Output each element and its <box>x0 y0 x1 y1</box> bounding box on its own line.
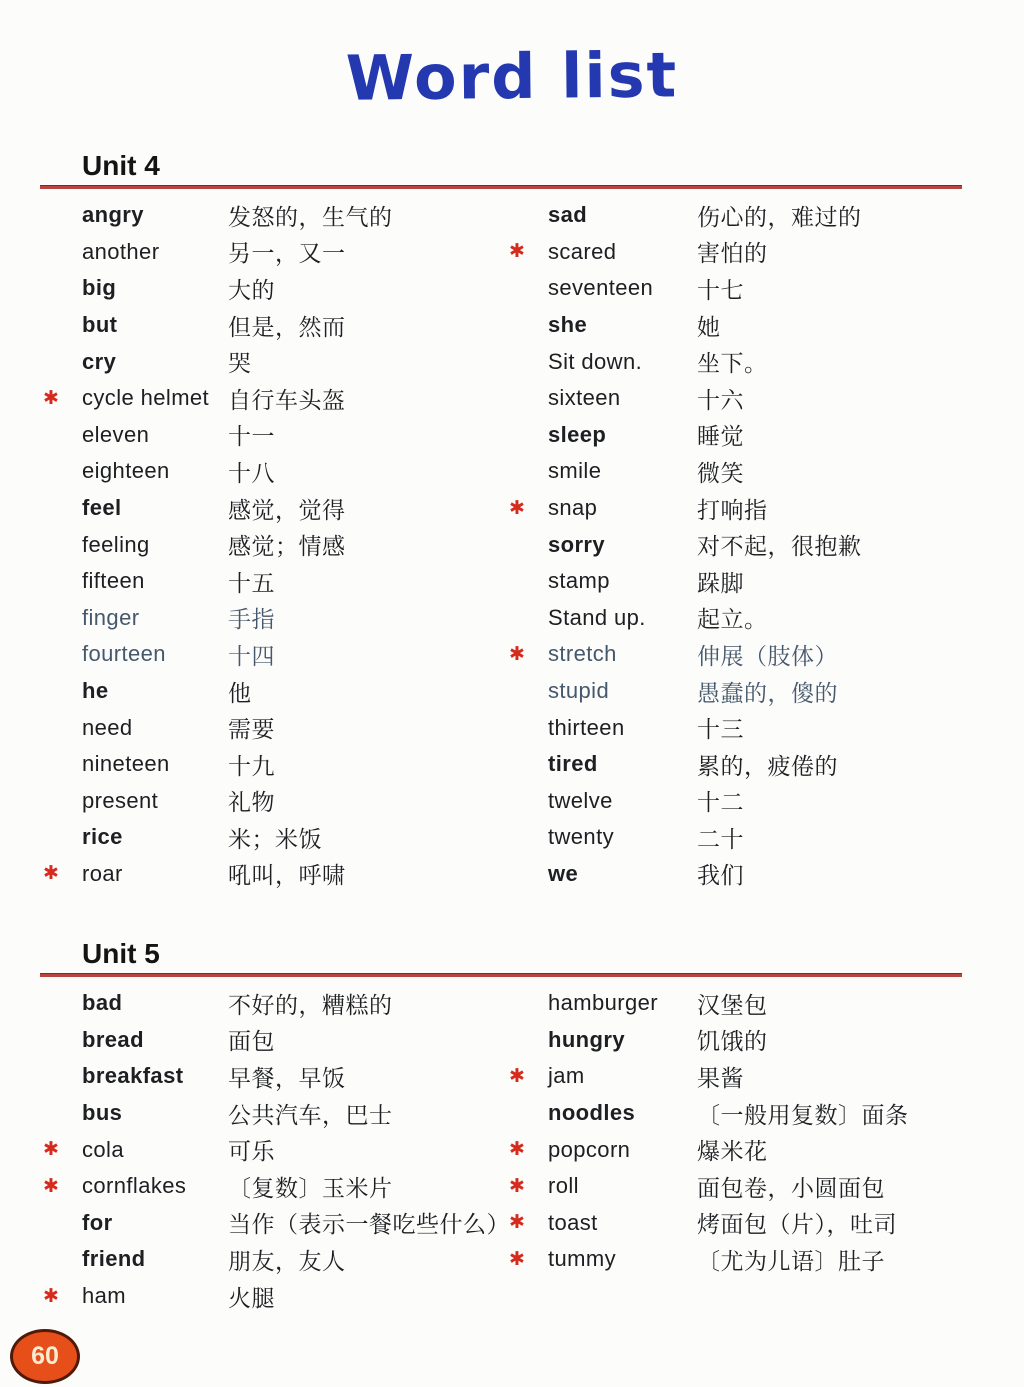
chinese-translation: 但是，然而 <box>228 313 346 340</box>
unit-4-divider <box>40 185 962 189</box>
chinese-translation: 面包 <box>228 1028 275 1055</box>
chinese-translation: 吼叫，呼啸 <box>228 862 346 889</box>
chinese-translation: 我们 <box>697 862 744 889</box>
star-icon: ✱ <box>43 1285 59 1307</box>
word-row <box>506 307 962 344</box>
word-row <box>40 307 506 344</box>
word-row <box>40 526 506 563</box>
word-row <box>40 985 506 1022</box>
english-word: cola <box>82 1136 124 1162</box>
english-word: we <box>548 860 579 886</box>
word-row <box>506 819 962 856</box>
chinese-translation: 烤面包（片），吐司 <box>697 1211 897 1238</box>
word-row <box>40 1058 506 1095</box>
english-word: sixteen <box>548 385 621 411</box>
chinese-translation: 打响指 <box>697 496 768 523</box>
chinese-translation: 果酱 <box>697 1064 744 1091</box>
star-icon: ✱ <box>43 1175 59 1197</box>
chinese-translation: 早餐，早饭 <box>228 1064 346 1091</box>
chinese-translation: 十五 <box>228 569 275 596</box>
english-word: he <box>82 678 109 704</box>
star-icon: ✱ <box>43 863 59 885</box>
word-row <box>40 1131 506 1168</box>
english-word: roar <box>82 860 123 886</box>
unit-4-right-column <box>506 197 962 892</box>
english-word: bread <box>82 1026 144 1052</box>
chinese-translation: 害怕的 <box>697 240 768 267</box>
english-word: fourteen <box>82 641 166 667</box>
unit-4-section <box>40 151 962 892</box>
word-row <box>506 673 962 710</box>
word-row <box>40 783 506 820</box>
word-row <box>40 856 506 893</box>
chinese-translation: 朋友，友人 <box>228 1247 346 1274</box>
english-word: Sit down. <box>548 348 643 374</box>
english-word: big <box>82 275 117 301</box>
word-row <box>506 1241 962 1278</box>
star-icon: ✱ <box>509 1065 525 1087</box>
chinese-translation: 十九 <box>228 752 275 779</box>
word-row <box>40 490 506 527</box>
english-word: sleep <box>548 421 607 447</box>
unit-5-right-column <box>506 985 962 1314</box>
english-word: stupid <box>548 678 610 704</box>
word-row <box>506 1058 962 1095</box>
english-word: another <box>82 238 160 264</box>
chinese-translation: 需要 <box>228 716 275 743</box>
word-row <box>506 234 962 271</box>
word-row <box>40 270 506 307</box>
word-row <box>506 343 962 380</box>
english-word: cornflakes <box>82 1173 187 1199</box>
chinese-translation: 感觉；情感 <box>228 533 346 560</box>
chinese-translation: 〔一般用复数〕面条 <box>697 1101 909 1128</box>
chinese-translation: 米；米饭 <box>228 825 322 852</box>
word-row <box>506 709 962 746</box>
word-row <box>40 1278 506 1315</box>
word-row <box>506 563 962 600</box>
unit-4-left-column <box>40 197 506 892</box>
word-row <box>40 1205 510 1242</box>
english-word: she <box>548 312 588 338</box>
word-row <box>40 819 506 856</box>
english-word: toast <box>548 1209 598 1235</box>
page-number-badge: 60 <box>10 1329 80 1384</box>
english-word: bus <box>82 1100 123 1126</box>
english-word: stamp <box>548 568 610 594</box>
word-row <box>506 1095 962 1132</box>
word-row <box>506 1131 962 1168</box>
word-row <box>506 746 962 783</box>
chinese-translation: 十六 <box>697 386 744 413</box>
word-row <box>506 197 962 234</box>
chinese-translation: 十三 <box>697 716 744 743</box>
word-row <box>506 526 962 563</box>
chinese-translation: 对不起，很抱歉 <box>697 533 862 560</box>
chinese-translation: 自行车头盔 <box>228 386 346 413</box>
english-word: smile <box>548 458 602 484</box>
english-word: sorry <box>548 531 606 557</box>
chinese-translation: 她 <box>697 313 721 340</box>
chinese-translation: 跺脚 <box>697 569 744 596</box>
chinese-translation: 愚蠢的，傻的 <box>697 679 838 706</box>
english-word: cry <box>82 348 117 374</box>
unit-5-columns <box>40 985 962 1314</box>
unit-4-columns <box>40 197 962 892</box>
english-word: thirteen <box>548 714 625 740</box>
english-word: feeling <box>82 531 150 557</box>
english-word: hungry <box>548 1026 625 1052</box>
chinese-translation: 〔尤为儿语〕肚子 <box>697 1247 885 1274</box>
word-row <box>40 563 506 600</box>
word-row <box>40 1168 506 1205</box>
word-row <box>40 709 506 746</box>
english-word: present <box>82 787 159 813</box>
word-row <box>40 234 506 271</box>
chinese-translation: 二十 <box>697 825 744 852</box>
star-icon: ✱ <box>509 643 525 665</box>
unit-4-heading: Unit 4 <box>82 150 160 181</box>
english-word: need <box>82 714 133 740</box>
star-icon: ✱ <box>509 1212 525 1234</box>
word-row <box>506 783 962 820</box>
chinese-translation: 感觉，觉得 <box>228 496 346 523</box>
chinese-translation: 坐下。 <box>697 350 768 377</box>
word-row <box>40 197 506 234</box>
chinese-translation: 〔复数〕玉米片 <box>228 1174 393 1201</box>
english-word: but <box>82 312 118 338</box>
chinese-translation: 睡觉 <box>697 423 744 450</box>
chinese-translation: 大的 <box>228 276 275 303</box>
english-word: angry <box>82 202 144 228</box>
star-icon: ✱ <box>509 1248 525 1270</box>
english-word: friend <box>82 1246 146 1272</box>
english-word: snap <box>548 495 598 521</box>
star-icon: ✱ <box>509 1175 525 1197</box>
chinese-translation: 爆米花 <box>697 1138 768 1165</box>
english-word: seventeen <box>548 275 654 301</box>
chinese-translation: 手指 <box>228 606 275 633</box>
english-word: Stand up. <box>548 604 646 630</box>
chinese-translation: 可乐 <box>228 1138 275 1165</box>
word-row <box>506 270 962 307</box>
word-row <box>506 1205 962 1242</box>
star-icon: ✱ <box>43 387 59 409</box>
english-word: feel <box>82 495 122 521</box>
english-word: twenty <box>548 824 614 850</box>
word-row <box>506 856 962 893</box>
star-icon: ✱ <box>509 497 525 519</box>
chinese-translation: 哭 <box>228 350 252 377</box>
word-row <box>506 490 962 527</box>
chinese-translation: 公共汽车，巴士 <box>228 1101 393 1128</box>
word-row <box>506 380 962 417</box>
word-row <box>40 600 506 637</box>
english-word: popcorn <box>548 1136 631 1162</box>
chinese-translation: 伤心的，难过的 <box>697 203 862 230</box>
word-row <box>506 985 962 1022</box>
word-row <box>40 746 506 783</box>
english-word: jam <box>548 1063 585 1089</box>
english-word: fifteen <box>82 568 145 594</box>
star-icon: ✱ <box>43 1139 59 1161</box>
chinese-translation: 面包卷，小圆面包 <box>697 1174 885 1201</box>
english-word: hamburger <box>548 990 658 1016</box>
english-word: bad <box>82 990 123 1016</box>
english-word: rice <box>82 824 123 850</box>
word-row <box>40 453 506 490</box>
english-word: eleven <box>82 421 150 447</box>
english-word: breakfast <box>82 1063 184 1089</box>
chinese-translation: 十二 <box>697 789 744 816</box>
star-icon: ✱ <box>509 1139 525 1161</box>
chinese-translation: 十七 <box>697 276 744 303</box>
word-row <box>506 636 962 673</box>
chinese-translation: 十八 <box>228 459 275 486</box>
english-word: twelve <box>548 787 613 813</box>
word-row <box>506 1168 962 1205</box>
word-row <box>40 673 506 710</box>
word-row <box>40 380 506 417</box>
word-row <box>506 600 962 637</box>
chinese-translation: 火腿 <box>228 1284 275 1311</box>
star-icon: ✱ <box>509 241 525 263</box>
page-title: Word list <box>345 38 679 115</box>
word-row <box>40 1095 506 1132</box>
word-row <box>40 1022 506 1059</box>
chinese-translation: 累的，疲倦的 <box>697 752 838 779</box>
chinese-translation: 微笑 <box>697 459 744 486</box>
unit-5-heading: Unit 5 <box>82 938 160 969</box>
english-word: finger <box>82 604 140 630</box>
unit-5-divider <box>40 973 962 977</box>
unit-5-left-column <box>40 985 510 1314</box>
english-word: nineteen <box>82 751 170 777</box>
chinese-translation: 起立。 <box>697 606 768 633</box>
word-row <box>40 636 506 673</box>
english-word: for <box>82 1209 113 1235</box>
chinese-translation: 饥饿的 <box>697 1028 768 1055</box>
english-word: stretch <box>548 641 617 667</box>
chinese-translation: 另一，又一 <box>228 240 346 267</box>
english-word: roll <box>548 1173 579 1199</box>
chinese-translation: 十一 <box>228 423 275 450</box>
chinese-translation: 当作（表示一餐吃些什么） <box>228 1211 510 1238</box>
word-row <box>506 417 962 454</box>
word-row <box>506 1022 962 1059</box>
english-word: cycle helmet <box>82 385 210 411</box>
english-word: tired <box>548 751 598 777</box>
chinese-translation: 发怒的，生气的 <box>228 203 393 230</box>
chinese-translation: 他 <box>228 679 252 706</box>
unit-5-section <box>40 939 962 1314</box>
english-word: ham <box>82 1283 126 1309</box>
chinese-translation: 伸展（肢体） <box>697 642 838 669</box>
chinese-translation: 礼物 <box>228 789 275 816</box>
word-row <box>40 1241 506 1278</box>
english-word: scared <box>548 238 617 264</box>
word-row <box>40 417 506 454</box>
chinese-translation: 汉堡包 <box>697 991 768 1018</box>
word-row <box>506 453 962 490</box>
chinese-translation: 十四 <box>228 642 275 669</box>
english-word: sad <box>548 202 588 228</box>
english-word: tummy <box>548 1246 616 1272</box>
english-word: eighteen <box>82 458 170 484</box>
english-word: noodles <box>548 1100 636 1126</box>
chinese-translation: 不好的，糟糕的 <box>228 991 393 1018</box>
word-row <box>40 343 506 380</box>
